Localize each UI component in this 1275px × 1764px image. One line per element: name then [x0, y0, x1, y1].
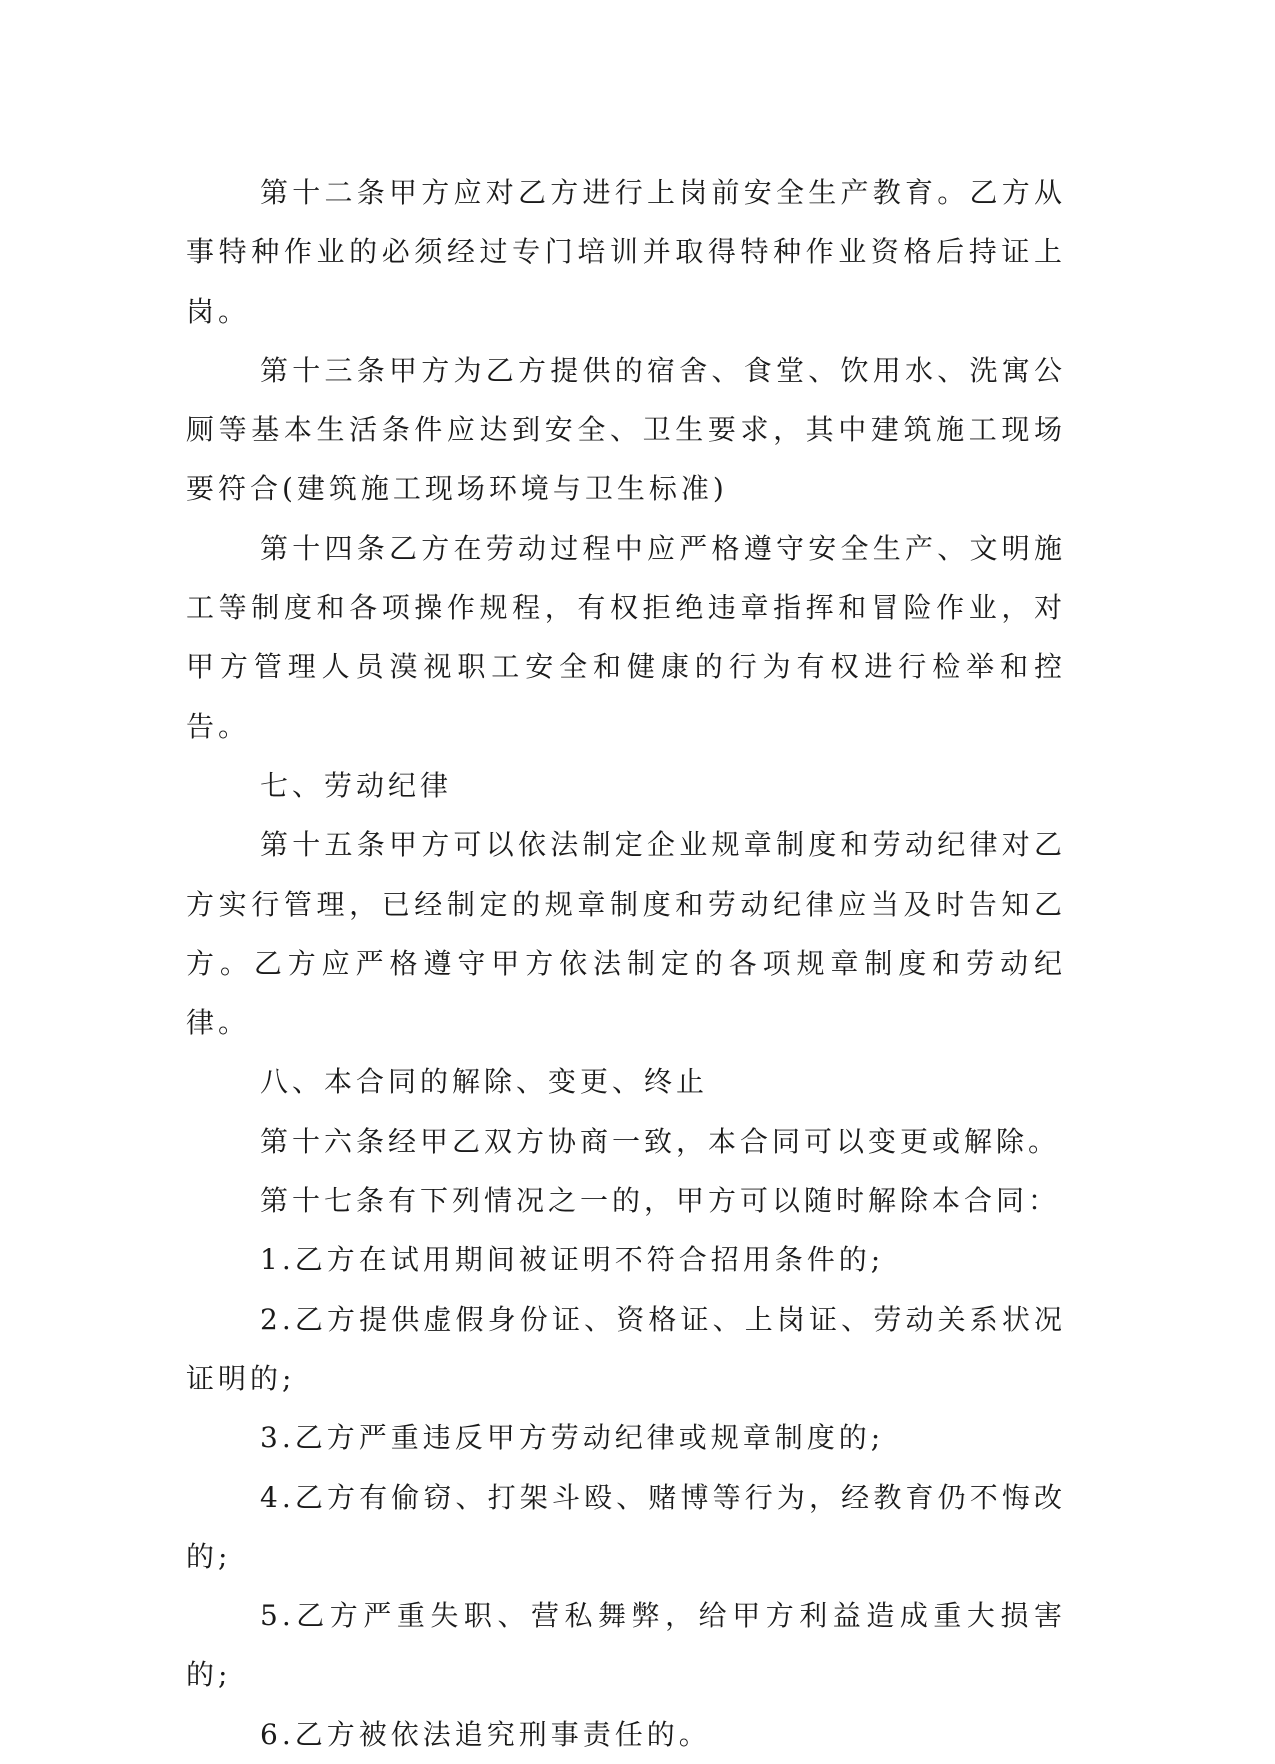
list-item-2: 2.乙方提供虚假身份证、资格证、上岗证、劳动关系状况证明的;: [186, 1302, 1066, 1395]
article-15-paragraph: 第十五条甲方可以依法制定企业规章制度和劳动纪律对乙方实行管理，已经制定的规章制度和劳动纪律应当及时告知乙方。乙方应严格遵守甲方依法制定的各项规章制度和劳动纪律。: [186, 828, 1066, 1040]
list-item-4: 4.乙方有偷窃、打架斗殴、赌博等行为，经教育仍不悔改的;: [186, 1480, 1066, 1573]
list-item-1: 1.乙方在试用期间被证明不符合招用条件的;: [260, 1243, 885, 1277]
article-14-paragraph: 第十四条乙方在劳动过程中应严格遵守安全生产、文明施工等制度和各项操作规程，有权拒绝违章指挥和冒险作业，对甲方管理人员漠视职工安全和健康的行为有权进行检举和控告。: [186, 531, 1066, 743]
document-body: [186, 163, 1066, 1764]
list-item-5: 5.乙方严重失职、营私舞弊，给甲方利益造成重大损害的;: [186, 1599, 1066, 1692]
article-16-paragraph: 第十六条经甲乙双方协商一致，本合同可以变更或解除。: [260, 1124, 1061, 1158]
article-12-paragraph: 第十二条甲方应对乙方进行上岗前安全生产教育。乙方从事特种作业的必须经过专门培训并取得特种作业资格后持证上岗。: [186, 176, 1066, 328]
section-8-heading: 八、本合同的解除、变更、终止: [260, 1065, 709, 1099]
article-17-paragraph: 第十七条有下列情况之一的，甲方可以随时解除本合同：: [260, 1184, 1061, 1218]
article-13-paragraph: 第十三条甲方为乙方提供的宿舍、食堂、饮用水、洗寓公厕等基本生活条件应达到安全、卫生要求，其中建筑施工现场要符合(建筑施工现场环境与卫生标准): [186, 353, 1066, 506]
list-item-3: 3.乙方严重违反甲方劳动纪律或规章制度的;: [260, 1421, 885, 1455]
section-7-heading: 七、劳动纪律: [260, 768, 453, 802]
list-item-6: 6.乙方被依法追究刑事责任的。: [260, 1717, 711, 1751]
